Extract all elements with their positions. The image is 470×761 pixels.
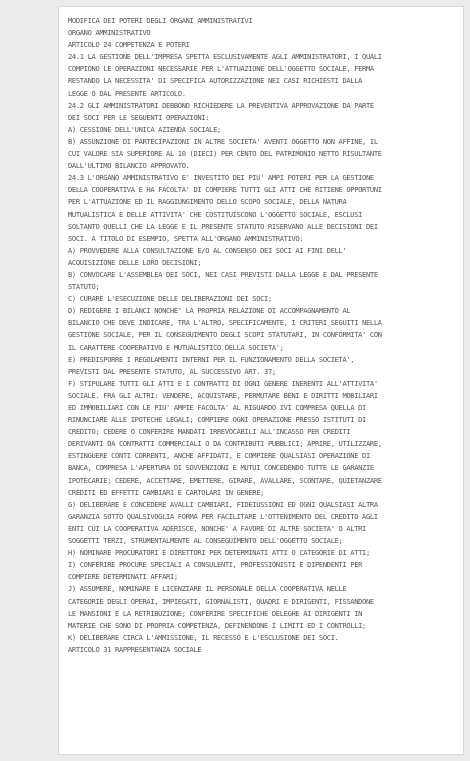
document-line: STATUTO;	[68, 282, 100, 292]
document-line: MODIFICA DEI POTERI DEGLI ORGANI AMMINISTRATIVI	[68, 16, 253, 25]
document-line: PER L'ATTUAZIONE ED IL RAGGIUNGIMENTO DELLO SCOPO SOCIALE, DELLA NATURA	[68, 197, 347, 207]
document-line: J) ASSUMERE, NOMINARE E LICENZIARE IL PERSONALE DELLA COOPERATIVA NELLE	[68, 584, 347, 594]
document-line: CATEGORIE DEGLI OPERAI, IMPIEGATI, GIORNALISTI, QUADRI E DIRIGENTI, FISSANDONE	[68, 596, 374, 606]
document-line: 24.1 LA GESTIONE DELL'IMPRESA SPETTA ESCLUSIVAMENTE AGLI AMMINISTRATORI, I QUALI	[68, 52, 382, 62]
document-line: MATERIE CHE SONO DI PROPRIA COMPETENZA, DEFINENDONE I LIMITI ED I CONTROLLI;	[68, 620, 366, 630]
document-line: MUTUALISTICA E DELLE ATTIVITA' CHE COSTITUISCONO L'OGGETTO SOCIALE, ESCLUSI	[68, 209, 363, 219]
document-line: DALL'ULTIMO BILANCIO APPROVATO.	[68, 161, 190, 171]
document-line: SOCIALE. FRA GLI ALTRI: VENDERE, ACQUISTARE, PERMUTARE BENI E DIRITTI MOBILIARI	[68, 390, 378, 400]
document-line: ARTICOLO 24 COMPETENZA E POTERI	[68, 40, 190, 50]
document-line: D) REDIGERE I BILANCI NONCHE' LA PROPRIA RELAZIONE DI ACCOMPAGNAMENTO AL	[68, 306, 351, 316]
document-line: 24.3 L'ORGANO AMMINISTRATIVO E' INVESTITO DEI PIU' AMPI POTERI PER LA GESTIONE	[68, 173, 374, 183]
document-line: ED IMMOBILIARI CON LE PIU' AMPIE FACOLTA' AL RIGUARDO IVI COMPRESA QUELLA DI	[68, 403, 366, 412]
document-line: RINUNCIARE ALLE IPOTECHE LEGALI; COMPIERE OGNI OPERAZIONE PRESSO ISTITUTI DI	[68, 415, 366, 425]
document-line: C) CURARE L'ESECUZIONE DELLE DELIBERAZIONI DEI SOCI;	[68, 294, 272, 304]
document-line: A) CESSIONE DELL'UNICA AZIENDA SOCIALE;	[68, 124, 221, 134]
document-line: ESTINGUERE CONTI CORRENTI, ANCHE AFFIDATI, E COMPIERE QUALSIASI OPERAZIONE DI	[68, 451, 370, 461]
document-line: 24.2 GLI AMMINISTRATORI DEBBONO RICHIEDERE LA PREVENTIVA APPROVAZIONE DA PARTE	[68, 100, 374, 110]
document-line: SOLTANTO QUELLI CHE LA LEGGE E IL PRESENTE STATUTO RISERVANO ALLE DECISIONI DEI	[68, 221, 378, 231]
document-line: E) PREDISPORRE I REGOLAMENTI INTERNI PER IL FUNZIONAMENTO DELLA SOCIETA',	[68, 354, 355, 364]
document-line: BILANCIO CHE DEVE INDICARE, TRA L'ALTRO, SPECIFICAMENTE, I CRITERI SEGUITI NELLA	[68, 318, 382, 328]
document-line: G) DELIBERARE E CONCEDERE AVALLI CAMBIARI, FIDEIUSSIONI ED OGNI QUALSIASI ALTRA	[68, 499, 378, 509]
document-line: COMPIONO LE OPERAZIONI NECESSARIE PER L'ATTUAZIONE DELL'OGGETTO SOCIALE, FERMA	[68, 64, 374, 74]
document-line: IL CARATTERE COOPERATIVO E MUTUALISTICO DELLA SOCIETA';	[68, 342, 284, 352]
document-line: COMPIERE DETERMINATI AFFARI;	[68, 572, 178, 582]
document-line: A) PROVVEDERE ALLA CONSULTAZIONE E/O AL CONSENSO DEI SOCI AI FINI DELL'	[68, 245, 347, 255]
document-line: ACQUISIZIONE DELLE LORO DECISIONI;	[68, 257, 202, 267]
document-line: PREVISTI DAL PRESENTE STATUTO, AL SUCCESSIVO ART. 37;	[68, 366, 276, 376]
document-line: DERIVANTI DA CONTRATTI COMMERCIALI O DA CONTRIBUTI PUBBLICI; APRIRE, UTILIZZARE,	[68, 439, 382, 449]
document-line: GARANZIA SOTTO QUALSIVOGLIA FORMA PER FACILITARE L'OTTENIMENTO DEL CREDITO AGLI	[68, 511, 378, 521]
document-line: ENTI CUI LA COOPERATIVA ADERISCE, NONCHE' A FAVORE DI ALTRE SOCIETA' O ALTRI	[68, 523, 366, 533]
document-line: IPOTECARIE; CEDERE, ACCETTARE, EMETTERE, GIRARE, AVALLARE, SCONTARE, QUIETANZARE	[68, 475, 382, 485]
document-line: CREDITO; CEDERE O CONFERIRE MANDATI IRREVOCABILI ALL'INCASSO PER CREDITI	[68, 427, 351, 437]
document-line: SOGGETTI TERZI, STRUMENTALMENTE AL CONSEGUIMENTO DELL'OGGETTO SOCIALE;	[68, 536, 343, 546]
document-line: GESTIONE SOCIALE, PER IL CONSEGUIMENTO DEGLI SCOPI STATUTARI, IN CONFORMITA' CON	[68, 330, 382, 340]
document-line: BANCA, COMPRESA L'APERTURA DI SOVVENZIONI E MUTUI CONCEDENDO TUTTE LE GARANZIE	[68, 463, 374, 473]
document-line: I) CONFERIRE PROCURE SPECIALI A CONSULENTI, PROFESSIONISTI E DIPENDENTI PER	[68, 560, 363, 570]
document-line: DEI SOCI PER LE SEGUENTI OPERAZIONI:	[68, 112, 210, 122]
document-line: K) DELIBERARE CIRCA L'AMMISSIONE, IL RECESSO E L'ESCLUSIONE DEI SOCI.	[68, 632, 339, 642]
document-line: ARTICOLO 31 RAPPRESENTANZA SOCIALE	[68, 644, 202, 654]
document-page	[58, 6, 464, 755]
document-line: RESTANDO LA NECESSITA' DI SPECIFICA AUTORIZZAZIONE NEI CASI RICHIESTI DALLA	[68, 76, 363, 86]
document-line: SOCI. A TITOLO DI ESEMPIO, SPETTA ALL'ORGANO AMMINISTRATIVO:	[68, 233, 304, 243]
document-line: ORGANO AMMINISTRATIVO	[68, 28, 151, 38]
document-line: LE MANSIONI E LA RETRIBUZIONE; CONFERIRE SPECIFICHE DELEGHE AI DIRIGENTI IN	[68, 608, 363, 618]
document-line: LEGGE O DAL PRESENTE ARTICOLO.	[68, 88, 186, 98]
document-line: CREDITI ED EFFETTI CAMBIARI E CARTOLARI IN GENERE;	[68, 487, 265, 497]
document-line: B) ASSUNZIONE DI PARTECIPAZIONI IN ALTRE SOCIETA' AVENTI OGGETTO NON AFFINE, IL	[68, 136, 378, 146]
document-line: H) NOMINARE PROCURATORI E DIRETTORI PER DETERMINATI ATTI O CATEGORIE DI ATTI;	[68, 548, 370, 558]
document-line: CUI VALORE SIA SUPERIORE AL 10 (DIECI) PER CENTO DEL PATRIMONIO NETTO RISULTANTE	[68, 149, 382, 159]
document-line: DELLA COOPERATIVA E HA FACOLTA' DI COMPIERE TUTTI GLI ATTI CHE RITIENE OPPORTUNI	[68, 185, 382, 195]
document-text	[59, 15, 463, 656]
document-line: B) CONVOCARE L'ASSEMBLEA DEI SOCI, NEI CASI PREVISTI DALLA LEGGE E DAL PRESENTE	[68, 269, 378, 279]
document-line: F) STIPULARE TUTTI GLI ATTI E I CONTRATTI DI OGNI GENERE INERENTI ALL'ATTIVITA'	[68, 378, 378, 388]
